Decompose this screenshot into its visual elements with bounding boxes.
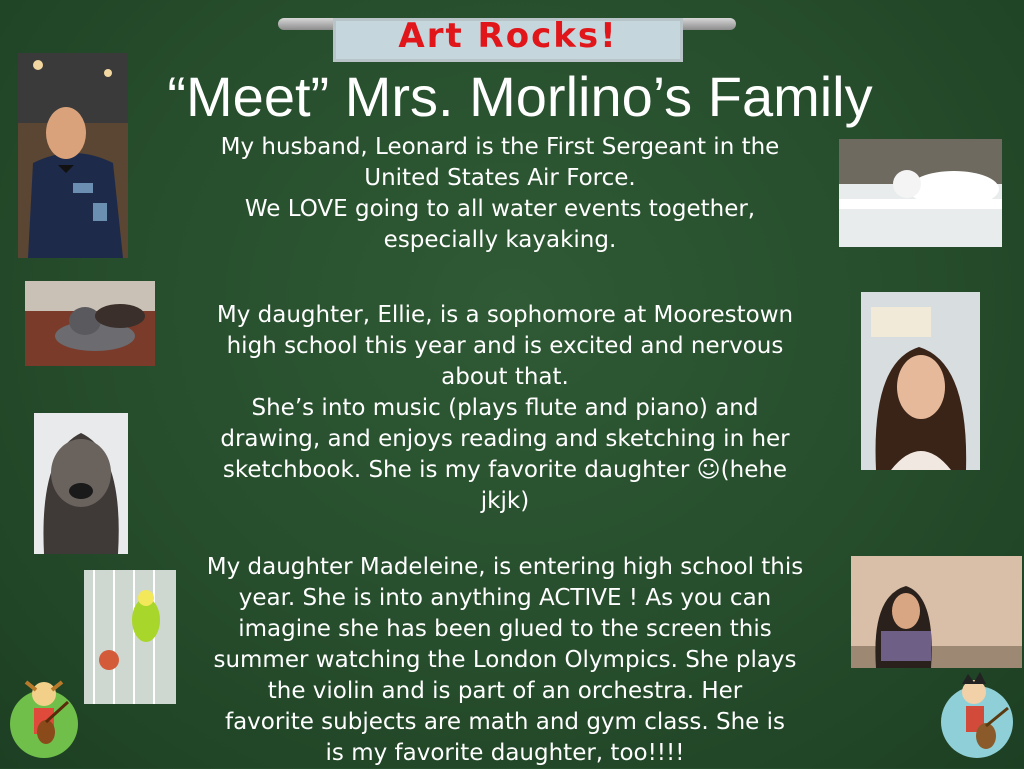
cat-photo — [839, 139, 1002, 247]
parakeet-photo — [84, 570, 176, 704]
boy-guitar-clipart — [936, 668, 1018, 762]
girl-guitar-clipart — [6, 672, 82, 762]
husband-photo — [18, 53, 128, 258]
page-title: “Meet” Mrs. Morlino’s Family — [167, 65, 873, 128]
madeleine-paragraph: My daughter Madeleine, is entering high school this year. She is into anything ACTIVE ! As you can imagine she has been glued to the screen this summer watching the London Olympics. She plays the violin and is part of an orchestra. Her favorite subjects are math and gym class. She is is my favorite daughter, too!!!! — [206, 554, 804, 766]
ellie-paragraph: My daughter, Ellie, is a sophomore at Moorestown high school this year and is excited and nervous about that. She’s into music (plays flute and piano) and drawing, and enjoys reading and sketching in her sketchbook. She is my favorite daughter ☺(hehe jkjk) — [216, 302, 794, 514]
art-rocks-banner — [278, 14, 736, 62]
dachshund-photo — [25, 281, 155, 366]
basset-hound-photo — [34, 413, 128, 554]
madeleine-photo — [851, 556, 1022, 668]
banner-title: Art Rocks! — [398, 16, 618, 56]
ellie-photo — [861, 292, 980, 470]
husband-paragraph: My husband, Leonard is the First Sergeant in the United States Air Force. We LOVE going to all water events together, especially kayaking. — [220, 134, 780, 253]
